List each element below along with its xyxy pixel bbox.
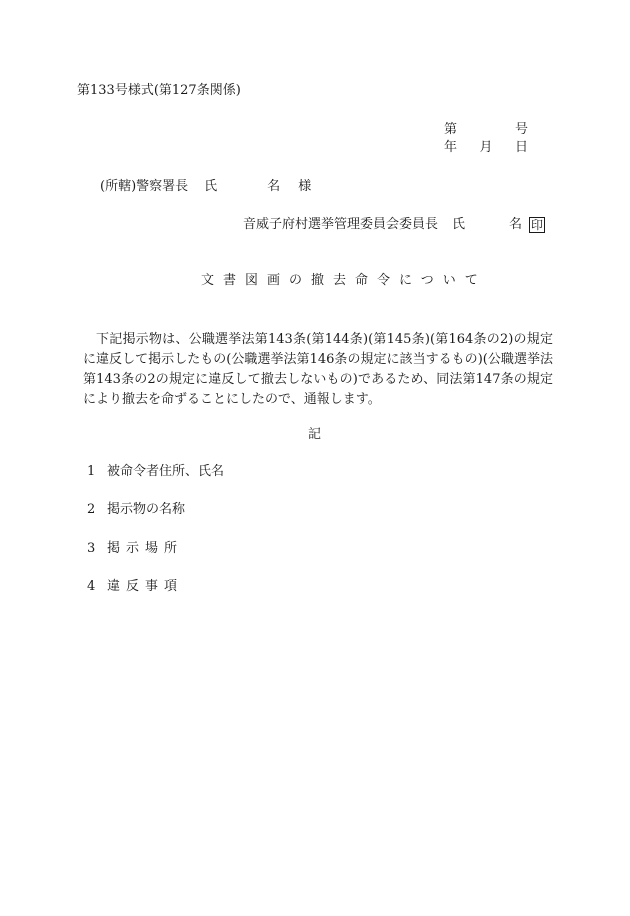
item-number: 1 (87, 464, 96, 479)
item-number: 4 (87, 579, 96, 594)
date-month: 月 (479, 140, 493, 155)
item-label: 被命令者住所、氏名 (107, 464, 225, 479)
item-label: 掲示場所 (107, 541, 184, 556)
doc-number-prefix: 第 (444, 122, 458, 137)
list-item (87, 502, 185, 518)
date-day: 日 (514, 140, 528, 155)
item-number: 2 (87, 502, 96, 517)
addressee-mei: 名 (267, 179, 281, 194)
ki-heading: 記 (308, 427, 322, 442)
sender-mei: 名 (509, 217, 523, 232)
item-label: 違反事項 (107, 579, 184, 594)
document-title: 文書図画の撤去命令について (201, 273, 487, 288)
sender-title: 音威子府村選挙管理委員会委員長 (243, 217, 439, 232)
date-year: 年 (444, 140, 458, 155)
addressee-title: (所轄)警察署長 (100, 179, 189, 194)
document-date (444, 140, 528, 156)
list-item (87, 541, 183, 557)
sender (243, 217, 545, 233)
doc-number-suffix: 号 (514, 122, 528, 137)
item-label: 掲示物の名称 (107, 502, 186, 517)
seal-mark: 印 (531, 218, 544, 232)
item-number: 3 (87, 541, 96, 556)
addressee-honorific: 様 (298, 179, 312, 194)
addressee-shi: 氏 (204, 179, 218, 194)
list-item (87, 464, 224, 480)
form-number: 第133号様式(第127条関係) (77, 83, 241, 98)
body-paragraph: 下記掲示物は、公職選挙法第143条(第144条)(第145条)(第164条の2)の規定に違反して掲示したもの(公職選挙法第146条の規定に該当するもの)(公職選挙法第143条の2の規定に違反して撤去しないもの)であるため、同法第147条の規定により撤去を命ずることにしたので、通報します。 (83, 332, 553, 407)
addressee (100, 179, 311, 195)
sender-shi: 氏 (452, 217, 466, 232)
document-number (444, 122, 528, 138)
list-item (87, 579, 183, 595)
